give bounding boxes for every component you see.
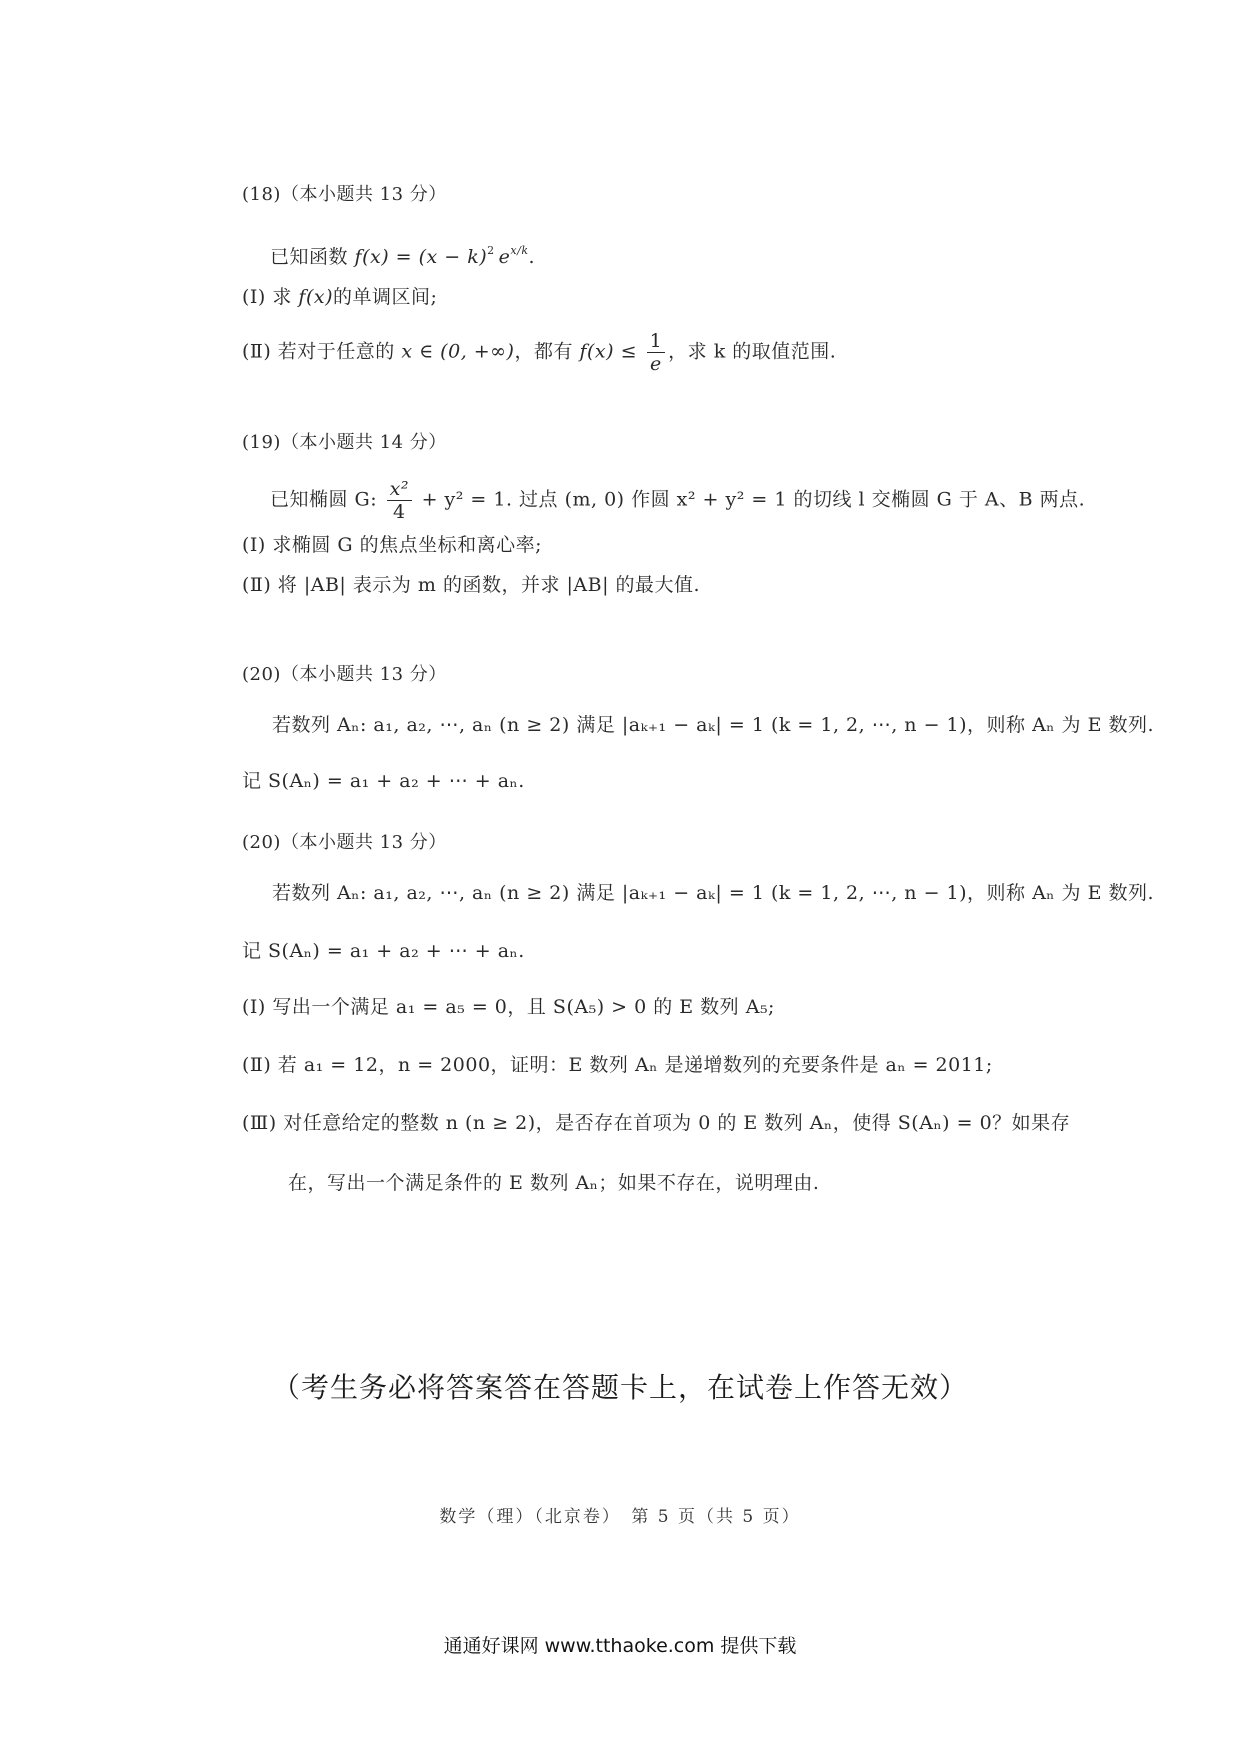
q18-stem: 已知函数 $f(x) = (x - k)^2$ $e^{x/k}$. bbox=[270, 244, 536, 268]
q20a-stem: 若数列 Aₙ: a₁, a₂, ⋯, aₙ (n ≥ 2) 满足 |aₖ₊₁ − aₖ| = 1 (k = 1, 2, ⋯, n − 1)，则称 Aₙ 为 E 数列. bbox=[272, 714, 1155, 736]
q20b-header: (20)（本小题共 13 分） bbox=[242, 832, 447, 853]
q19-part2: (Ⅱ) 将 |AB| 表示为 m 的函数，并求 |AB| 的最大值. bbox=[242, 574, 701, 596]
q20b-stem: 若数列 Aₙ: a₁, a₂, ⋯, aₙ (n ≥ 2) 满足 |aₖ₊₁ − aₖ| = 1 (k = 1, 2, ⋯, n − 1)，则称 Aₙ 为 E 数列. bbox=[272, 882, 1155, 904]
q20b-part3-line2: 在，写出一个满足条件的 E 数列 Aₙ；如果不存在，说明理由. bbox=[288, 1172, 820, 1194]
q19-stem: 已知椭圆 G: $\frac{\text{x²}}{4}$ + y² = 1. 过点 (m, 0) 作圆 x² + y² = 1 的切线 l 交椭圆 G 于 A、B 两点. bbox=[270, 478, 1086, 523]
q18-part1: (Ⅰ) 求 f(x)的单调区间; bbox=[242, 286, 438, 308]
one-over-e-fraction: $\frac{1}{e}$ bbox=[647, 330, 666, 375]
q20b-part3-line1: (Ⅲ) 对任意给定的整数 n (n ≥ 2)，是否存在首项为 0 的 E 数列 Aₙ，使得 S(Aₙ) = 0？如果存 bbox=[242, 1112, 1071, 1134]
page-footer: 数学（理）（北京卷） 第 5 页（共 5 页） bbox=[439, 1507, 801, 1527]
q20a-sum: 记 S(Aₙ) = a₁ + a₂ + ⋯ + aₙ. bbox=[242, 770, 525, 792]
q19-part1: (Ⅰ) 求椭圆 G 的焦点坐标和离心率; bbox=[242, 534, 543, 556]
q18-part2: (Ⅱ) 若对于任意的 x ∈ (0, +∞)，都有 f(x) ≤ $\frac{1}{e}$ ，求 k 的取值范围. bbox=[242, 330, 837, 375]
q20b-part1: (Ⅰ) 写出一个满足 a₁ = a₅ = 0，且 S(A₅) > 0 的 E 数列 A₅; bbox=[242, 996, 775, 1018]
q20a-header: (20)（本小题共 13 分） bbox=[242, 664, 447, 685]
q18-header: (18)（本小题共 13 分） bbox=[242, 184, 447, 205]
q20b-sum: 记 S(Aₙ) = a₁ + a₂ + ⋯ + aₙ. bbox=[242, 940, 525, 962]
download-credit: 通通好课网 www.tthaoke.com 提供下载 bbox=[443, 1635, 797, 1657]
q20b-part2: (Ⅱ) 若 a₁ = 12，n = 2000，证明：E 数列 Aₙ 是递增数列的充要条件是 aₙ = 2011; bbox=[242, 1054, 993, 1076]
x2-over-4-fraction: $\frac{\text{x²}}{4}$ bbox=[387, 478, 412, 523]
q19-header: (19)（本小题共 14 分） bbox=[242, 432, 447, 453]
answer-card-notice: （考生务必将答案答在答题卡上，在试卷上作答无效） bbox=[271, 1371, 968, 1404]
